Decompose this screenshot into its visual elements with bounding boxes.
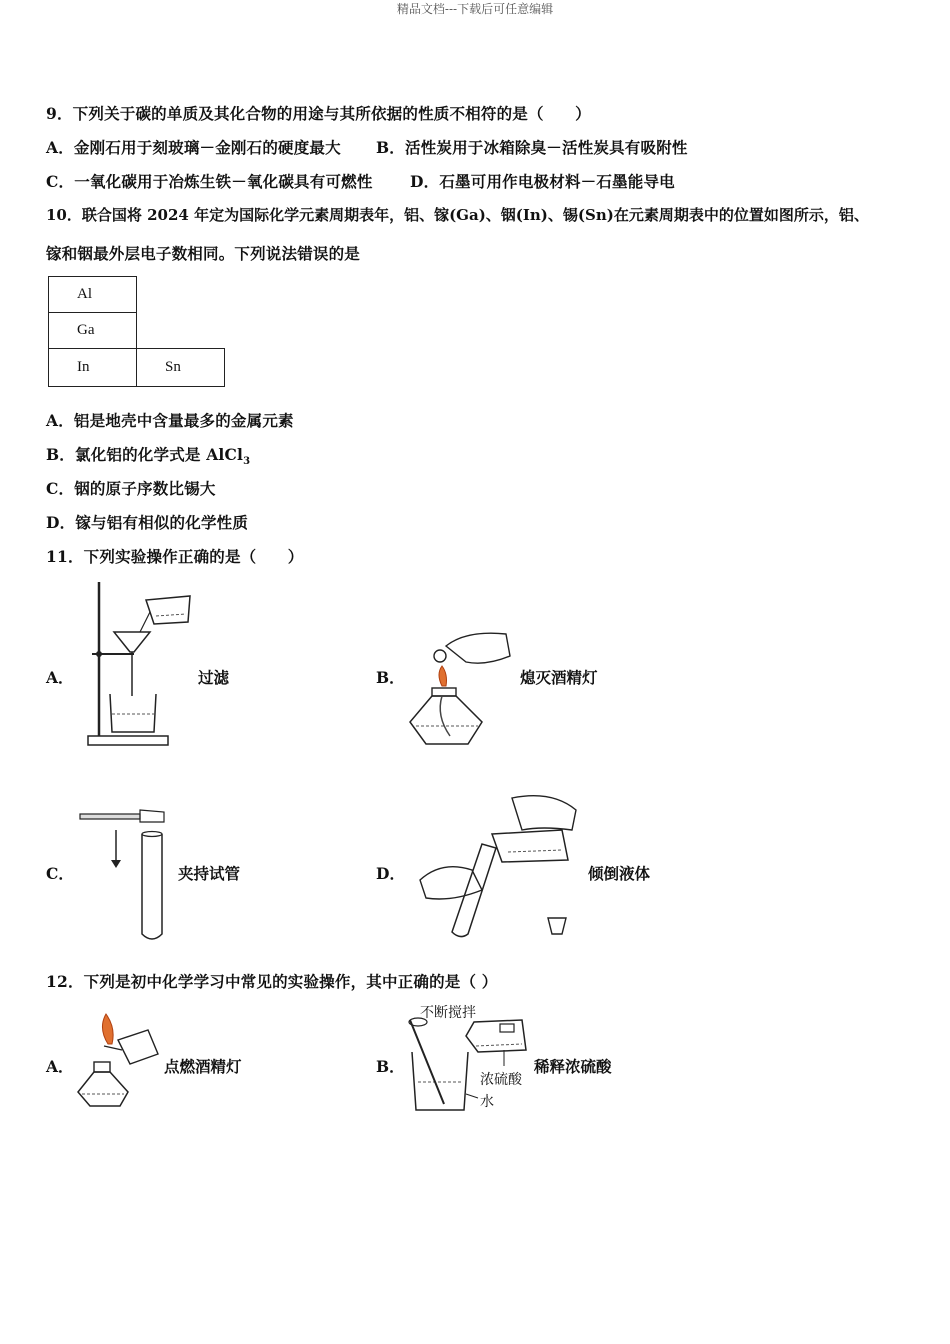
q11-option-a-letter: A． xyxy=(46,668,74,687)
extinguish-alcohol-lamp-illustration xyxy=(406,626,516,752)
q11-option-d-letter: D． xyxy=(376,864,405,883)
page-header: 精品文档---下载后可任意编辑 xyxy=(396,2,554,16)
label-concentrated-acid: 浓硫酸 xyxy=(480,1072,522,1088)
q10-stem-line1: 10．联合国将 2024 年定为国际化学元素周期表年，铝、镓(Ga)、铟(In)、锡(Sn)在元素周期表中的位置如图所示，铝、 xyxy=(46,206,869,224)
q10-option-d: D．镓与铝有相似的化学性质 xyxy=(46,513,249,532)
pour-liquid-illustration xyxy=(412,790,584,940)
q10-option-a: A．铝是地壳中含量最多的金属元素 xyxy=(46,411,294,430)
q9-option-b: B．活性炭用于冰箱除臭－活性炭具有吸附性 xyxy=(376,138,688,157)
cell-ga: Ga xyxy=(49,313,137,349)
q10-stem-line2: 镓和铟最外层电子数相同。下列说法错误的是 xyxy=(46,244,361,263)
cell-sn: Sn xyxy=(137,349,225,387)
q12-stem: 12．下列是初中化学学习中常见的实验操作，其中正确的是（ ） xyxy=(46,972,498,991)
q9-option-d: D．石墨可用作电极材料－石墨能导电 xyxy=(410,172,675,191)
q11-option-c-letter: C． xyxy=(46,864,74,883)
q11-option-d-caption: 倾倒液体 xyxy=(588,864,651,883)
cell-in: In xyxy=(49,349,137,387)
label-water: 水 xyxy=(480,1094,494,1110)
light-alcohol-lamp-illustration xyxy=(74,1010,162,1110)
q11-option-a-caption: 过滤 xyxy=(198,668,230,687)
q9-stem: 9．下列关于碳的单质及其化合物的用途与其所依据的性质不相符的是（ ） xyxy=(46,104,591,123)
filtration-illustration xyxy=(84,578,196,750)
periodic-table-fragment xyxy=(48,276,225,387)
q11-option-c-caption: 夹持试管 xyxy=(178,864,241,883)
q10-option-b xyxy=(46,443,250,467)
label-stir: 不断搅拌 xyxy=(420,1005,476,1021)
q9-option-a: A．金刚石用于刻玻璃－金刚石的硬度最大 xyxy=(46,138,341,157)
q10-option-b-subscript: 3 xyxy=(243,456,251,468)
q9-option-c: C．一氧化碳用于冶炼生铁－氧化碳具有可燃性 xyxy=(46,172,373,191)
q10-option-c: C．铟的原子序数比锡大 xyxy=(46,479,216,498)
hold-test-tube-illustration xyxy=(76,804,170,944)
q10-option-b-text: B．氯化铝的化学式是 AlCl xyxy=(46,445,244,464)
cell-al: Al xyxy=(49,277,137,313)
q12-option-b-letter: B． xyxy=(376,1057,405,1076)
q12-option-b-caption: 稀释浓硫酸 xyxy=(534,1057,612,1076)
q11-stem: 11．下列实验操作正确的是（ ） xyxy=(46,547,304,566)
q12-option-a-letter: A． xyxy=(46,1057,74,1076)
q11-option-b-letter: B． xyxy=(376,668,405,687)
q12-option-a-caption: 点燃酒精灯 xyxy=(164,1057,242,1076)
q11-option-b-caption: 熄灭酒精灯 xyxy=(520,668,598,687)
